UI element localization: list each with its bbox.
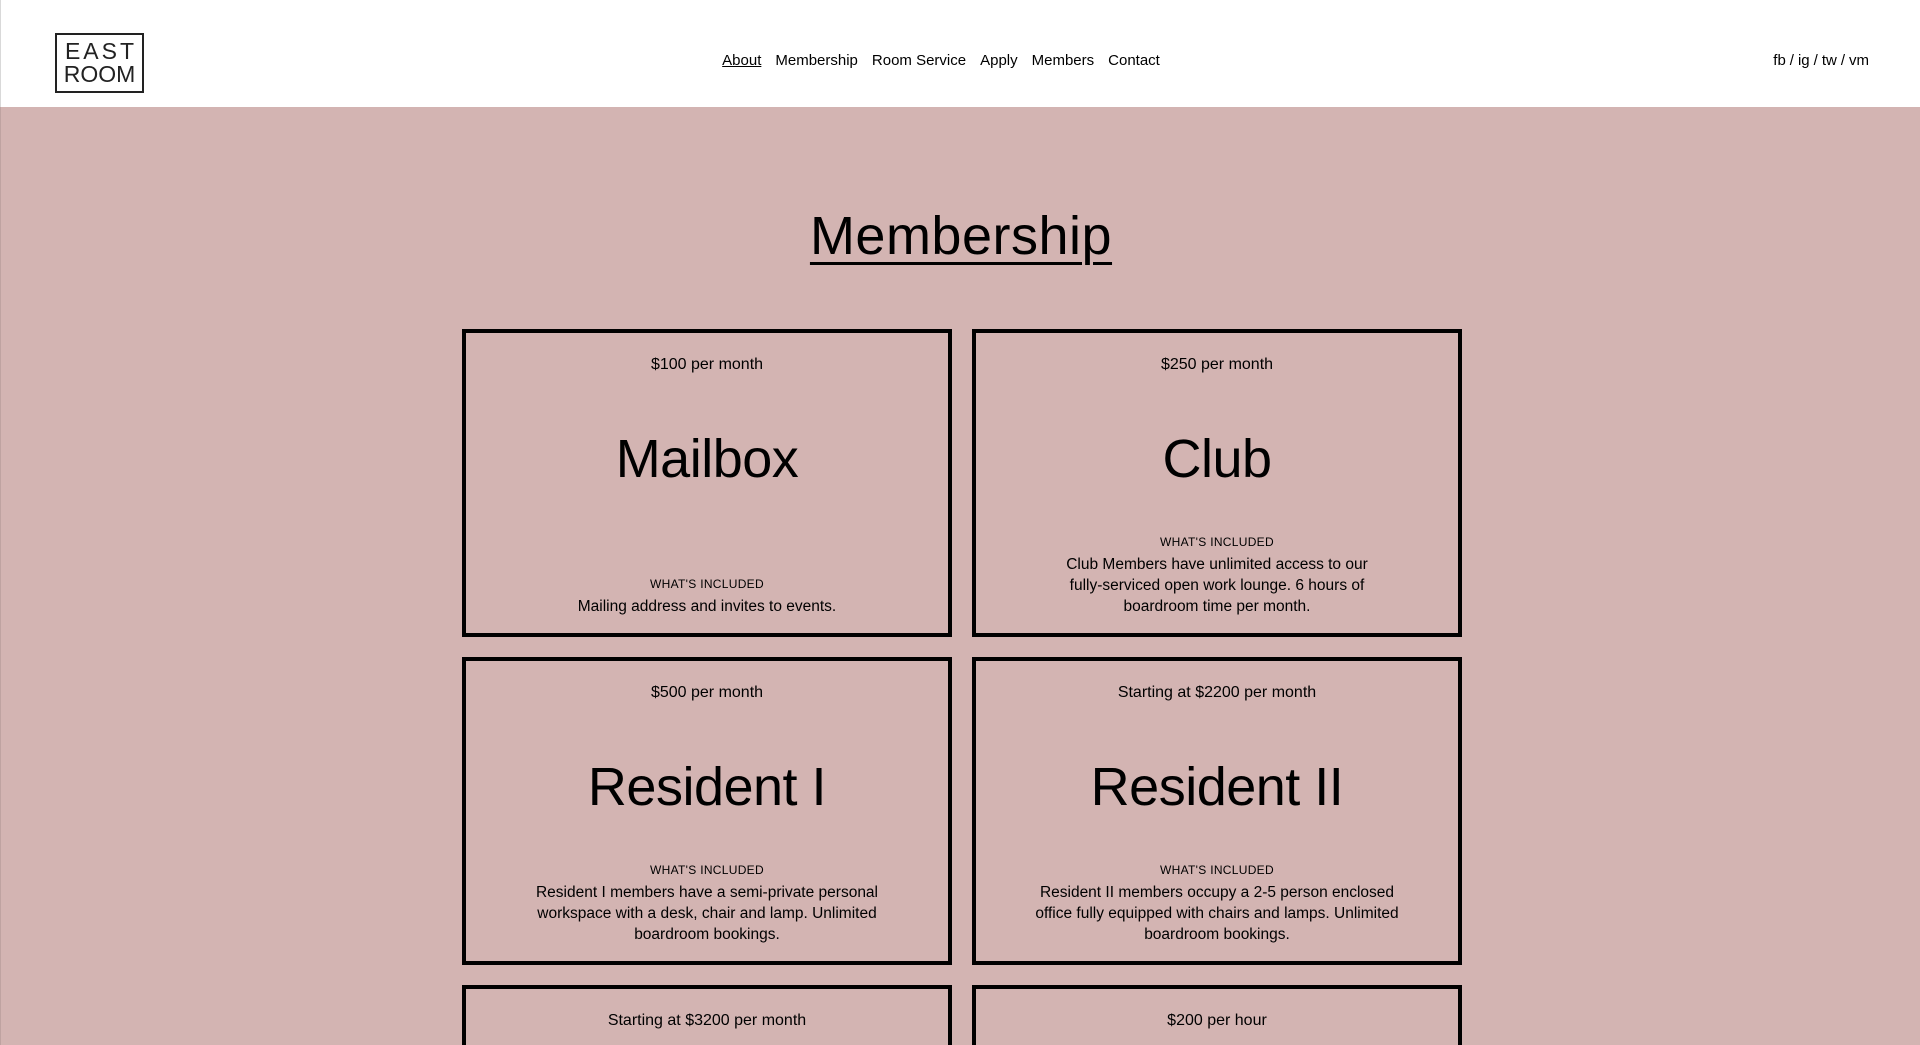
plan-price: Starting at $3200 per month: [607, 1012, 807, 1029]
plan-card-6[interactable]: [972, 985, 1462, 1045]
plan-name: Club: [1162, 429, 1272, 489]
plan-included: [466, 577, 948, 617]
nav-members[interactable]: Members: [1031, 52, 1095, 69]
included-text: Mailing address and invites to events.: [577, 598, 837, 615]
main-nav: [1, 52, 1920, 69]
plan-name: Resident I: [587, 757, 827, 817]
included-text: Resident I members have a semi-private personal workspace with a desk, chair and lamp. Unlimited boardroom bookings.: [535, 884, 878, 943]
plan-card-club[interactable]: [972, 329, 1462, 637]
social-separator: /: [1813, 52, 1818, 69]
included-label: WHAT'S INCLUDED: [650, 863, 764, 877]
included-text: Resident II members occupy a 2-5 person enclosed office fully equipped with chairs and lamps. Unlimited boardroom bookings.: [1035, 884, 1399, 943]
plan-price: Starting at $2200 per month: [1117, 684, 1317, 701]
nav-membership[interactable]: Membership: [775, 52, 858, 69]
plan-included: [976, 863, 1458, 945]
nav-about[interactable]: About: [722, 52, 762, 69]
social-links: [1773, 52, 1869, 69]
logo-line-1: EAST: [64, 38, 138, 64]
plan-card-5[interactable]: [462, 985, 952, 1045]
page-title: Membership: [809, 206, 1113, 266]
vimeo-link[interactable]: vm: [1849, 52, 1869, 69]
plan-price: $250 per month: [1160, 356, 1274, 373]
instagram-link[interactable]: ig: [1797, 52, 1810, 69]
included-text: Club Members have unlimited access to our fully-serviced open work lounge. 6 hours of boardroom time per month.: [1066, 556, 1368, 615]
plan-name: Mailbox: [615, 429, 799, 489]
plan-price: $500 per month: [650, 684, 764, 701]
plan-card-resident-1[interactable]: [462, 657, 952, 965]
facebook-link[interactable]: fb: [1773, 52, 1786, 69]
nav-apply[interactable]: Apply: [980, 52, 1018, 69]
nav-room-service[interactable]: Room Service: [871, 52, 967, 69]
plan-price: $100 per month: [650, 356, 764, 373]
membership-grid: [462, 329, 1462, 1045]
plan-card-mailbox[interactable]: [462, 329, 952, 637]
included-label: WHAT'S INCLUDED: [1160, 863, 1274, 877]
logo-line-2: ROOM: [63, 61, 136, 87]
plan-price: $200 per hour: [1167, 1012, 1267, 1029]
plan-included: [976, 535, 1458, 617]
social-separator: /: [1789, 52, 1794, 69]
social-separator: /: [1840, 52, 1845, 69]
site-header: [0, 0, 1920, 107]
included-label: WHAT'S INCLUDED: [650, 577, 764, 591]
plan-name: Resident II: [1090, 757, 1344, 817]
plan-included: [466, 863, 948, 945]
included-label: WHAT'S INCLUDED: [1160, 535, 1274, 549]
twitter-link[interactable]: tw: [1821, 52, 1837, 69]
nav-contact[interactable]: Contact: [1108, 52, 1160, 69]
plan-card-resident-2[interactable]: [972, 657, 1462, 965]
main-content: [0, 107, 1920, 1045]
